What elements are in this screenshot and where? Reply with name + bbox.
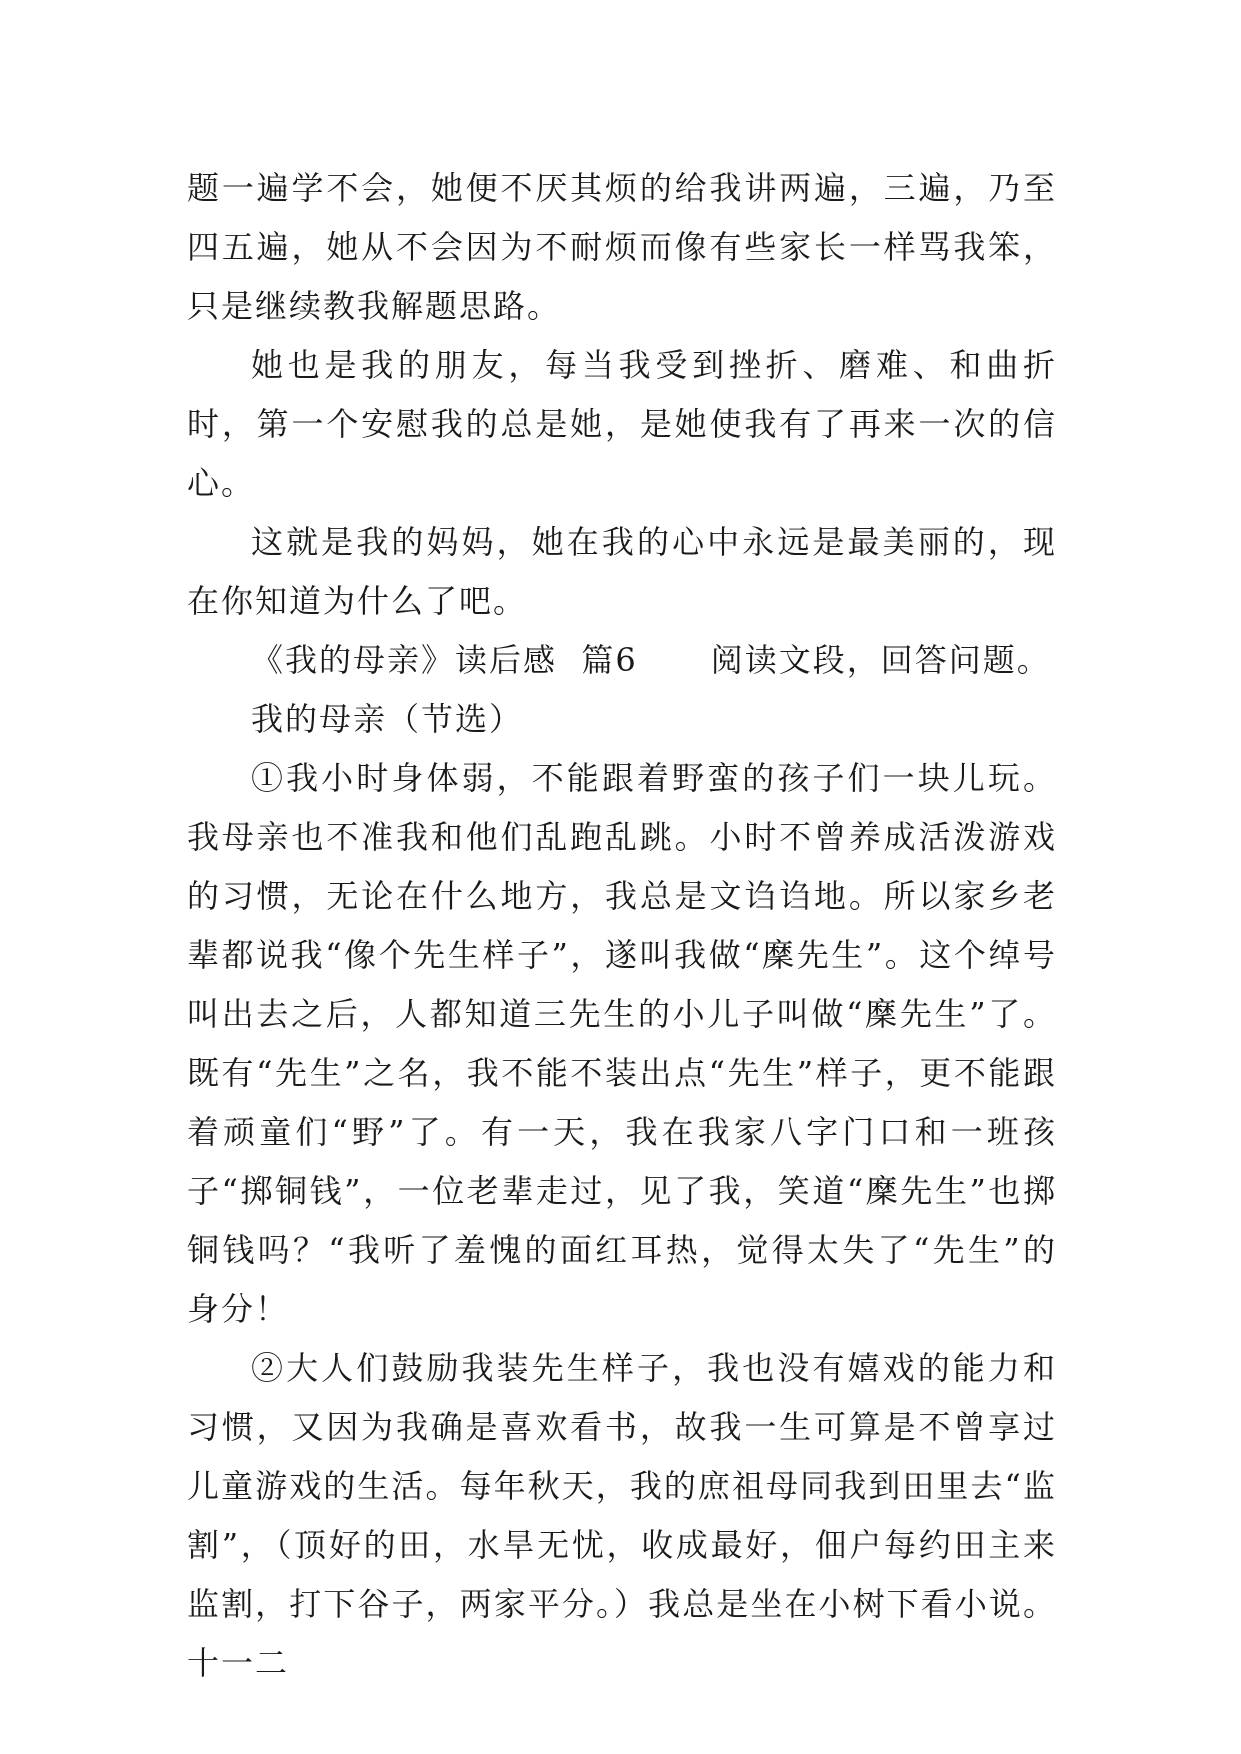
section-heading: 《我的母亲》读后感 篇6 阅读文段，回答问题。 <box>251 641 1051 679</box>
paragraph-2: ②大人们鼓励我装先生样子，我也没有嬉戏的能力和习惯，又因为我确是喜欢看书，故我一生可算是不曾享过儿童游戏的生活。每年秋天，我的庶祖母同我到田里去“监割”，（顶好的田，水旱无忧，收成最好，佃户每约田主来监割，打下谷子，两家平分。）我总是坐在小树下看小说。十一二 <box>187 1349 1057 1682</box>
paragraph-continuation: 题一遍学不会，她便不厌其烦的给我讲两遍，三遍，乃至四五遍，她从不会因为不耐烦而像有些家长一样骂我笨，只是继续教我解题思路。 <box>187 169 1057 325</box>
paragraph-1: ①我小时身体弱，不能跟着野蛮的孩子们一块儿玩。我母亲也不准我和他们乱跑乱跳。小时不曾养成活泼游戏的习惯，无论在什么地方，我总是文诌诌地。所以家乡老辈都说我“像个先生样子”，遂叫我做“穈先生”。这个绰号叫出去之后，人都知道三先生的小儿子叫做“穈先生”了。既有“先生”之名，我不能不装出点“先生”样子，更不能跟着顽童们“野”了。有一天，我在我家八字门口和一班孩子“掷铜钱”，一位老辈走过，见了我，笑道“穈先生”也掷铜钱吗？“我听了羞愧的面红耳热，觉得太失了“先生”的身分！ <box>187 759 1057 1328</box>
excerpt-title: 我的母亲（节选） <box>251 700 524 738</box>
document-body <box>187 159 1057 1693</box>
paragraph-friend: 她也是我的朋友，每当我受到挫折、磨难、和曲折时，第一个安慰我的总是她，是她使我有了再来一次的信心。 <box>187 346 1057 502</box>
paragraph-conclusion: 这就是我的妈妈，她在我的心中永远是最美丽的，现在你知道为什么了吧。 <box>187 523 1057 620</box>
